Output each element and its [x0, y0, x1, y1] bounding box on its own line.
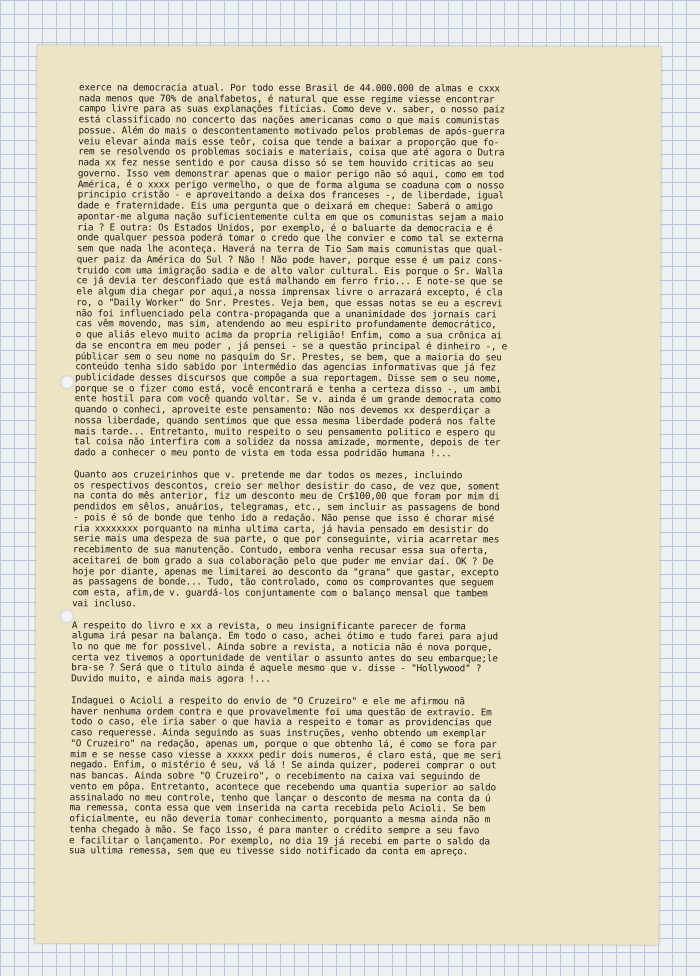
letter-line: dade e fraternidade. Eis uma pergunta que o deixará em cheque: Saberá o amigo — [77, 200, 493, 213]
letter-line: rem se resolvendo os problemas sociais e materiais, coisa que até agora o Dutra — [78, 146, 505, 159]
letter-line: ente hostil para com você quando voltar. Se v. ainda é um grande democrata como — [74, 393, 501, 406]
letter-line: está classificado no concerto das nações americanas como o que mais comunistas — [78, 114, 500, 127]
letter-line: Quanto aos cruzeirinhos que v. pretende me dar todos os mezes, incluindo — [73, 469, 463, 482]
letter-line: tal coisa não interfira com a solidez da nossa amizade, mormente, depois de ter — [74, 436, 501, 449]
letter-line: públicar sem o seu nome no pasquim do Sr. Prestes, se bem, que a maioria do seu — [75, 350, 502, 363]
letter-line: com esta, afim,de v. guardá-los conjuntamente com o balanço mensal que tambem — [72, 587, 488, 600]
letter-line: ria xxxxxxxx porquanto na minha ultima carta, já havia pensado em desistir do — [73, 522, 489, 535]
letter-line: ce já devia ter desconfiado que está malhando em ferro frio... E note-se que se — [76, 275, 503, 288]
letter-line: - pois é só de bonde que tenho ido a redação. Não pense que isso é chorar misé — [73, 512, 495, 525]
letter-line: sua ultima remessa, sem que eu tivesse sido notificado da conta em apreço. — [68, 845, 469, 858]
letter-line: certa vez tivemos a oportunidade de ventilar o assunto antes do seu embarque;le — [71, 652, 498, 665]
letter-line: da se encontra em meu poder , já pensei - se a questão principal é dinheiro -, e — [75, 340, 508, 353]
letter-line: América, é o xxxx perigo vermelho, o que de forma alguma se coaduna com o nosso — [77, 178, 504, 192]
letter-line: tenha chegado à mão. Se faço isso, é para manter o crédito sempre a seu favo — [69, 824, 480, 837]
letter-line: apontar-me alguma nação suficientemente culta em que os comunistas sejam a maio — [77, 211, 504, 224]
letter-line: principio cristão - e aproveitando a deixa dos franceses -, de liberdade, igual — [77, 189, 504, 202]
letter-line: hoje por diante, apenas me limitarei ao desconto da "grana" que gastar, excepto — [72, 565, 499, 578]
letter-line: nossa liberdade, quando sentimos que que essa mesma liberdade poderá nos falte — [74, 415, 496, 428]
letter-line: exerce na democracia atual. Por todo esse Brasil de 44.000.000 de almas e cxxx — [79, 82, 500, 95]
letter-line: nada xx fez nesse sentido e por causa disso só se tem houvido criticas ao seu — [78, 157, 494, 170]
letter-line: onde qualquer pessoa poderá tomar o credo que lhe convier e como tal se externa — [76, 232, 504, 245]
letter-line: dado a conhecer o meu ponto de vista em toda essa podridão humana !... — [74, 447, 452, 460]
letter-line: "O Cruzeiro" na redação, apenas um, porque o que obtenho lá, é como se fora par — [70, 738, 497, 751]
letter-line: cas vêm movendo, mas sim, atendendo ao meu espirito profundamente democrático, — [75, 318, 497, 331]
letter-line: pendidos em sêlos, anuários, telegramas, etc., sem incluir as passagens de bond — [73, 501, 500, 514]
letter-line: os respectivos descontos, creio ser melhor desistir do caso, de vez que, soment — [73, 479, 500, 493]
letter-line: conteúdo tenha sido sabido por intermédio das agencias informativas que já fez — [75, 361, 496, 374]
letter-line: publicidade desses discursos que compõe a sua reportagem. Disse sem o seu nome, — [75, 372, 502, 385]
letter-line: veiu elevar ainda mais esse teôr, coisa que tende a baixar a proporção que fo- — [78, 135, 500, 149]
letter-line: vento em pôpa. Entretanto, acontece que recebendo uma quantia superior ao saldo — [69, 781, 496, 794]
letter-line: alguma irá pesar na balança. Em todo o caso, achei ótimo e tudo farei para ajud — [71, 630, 498, 643]
letter-line: aceitarei de bom grado a sua colaboração pelo que puder me enviar daí. OK ? De — [72, 555, 494, 568]
letter-line: mim e se nesse caso viesse a xxxxx pedir dois numeros, é claro está, que me seri — [70, 748, 502, 762]
letter-line: Indaguei o Acioli a respeito do envio de "O Cruzeiro" e ele me afirmou nã — [70, 695, 465, 708]
letter-line: lo no que me for possivel. Ainda sobre a revista, a noticia não é nova porque, — [71, 641, 493, 654]
letter-line: o que aliás elevo muito acima da propria religião! Enfim, como a sua crônica ai — [75, 329, 502, 342]
letter-line: bra-se ? Será que o titulo ainda é aquele mesmo que v. disse - "Hollywood" ? — [71, 662, 482, 675]
letter-line: governo. Isso vem demonstrar apenas que o maior perigo não só aqui, como em tod — [77, 168, 505, 181]
letter-line: mais tarde... Entretanto, muito respeito o seu pensamento politico e espero qu — [74, 425, 496, 439]
letter-line: e facilitar o lançamento. Por exemplo, no dia 19 já recebi em parte o saldo da — [69, 834, 490, 847]
punch-hole-upper — [60, 375, 74, 389]
letter-text — [37, 82, 661, 858]
letter-line: sem que nada lhe aconteça. Haverá na terra de Tio Sam mais comunistas que qual- — [76, 243, 504, 256]
letter-line: serie mais uma despeza de sua parte, o que por conseguinte, viria acarretar mes — [72, 533, 500, 546]
letter-line: na conta do mês anterior, fiz um desconto meu de Cr$100,00 que foram por mim di — [73, 490, 500, 503]
letter-line: ma remessa, conta essa que vem inserida na carta recebida pelo Acioli. Se bem — [69, 802, 485, 815]
letter-line: possue. Além do mais o descontentamento motivado pelos problemas de após-guerra — [78, 125, 505, 138]
letter-line: não foi influenciado pela contra-propaganda que a unanimidade dos jornais cari — [75, 307, 497, 320]
letter-line: oficialmente, eu não deveria tomar conhecimento, porquanto a mesma ainda não m — [69, 813, 491, 826]
letter-line: vai incluso. — [72, 598, 137, 610]
letter-line: haver nenhuma ordem contra e que provavelmente foi uma questão de extravio. Em — [70, 705, 492, 719]
letter-line: recebimento de sua manutenção. Contudo, embora venha recusar essa sua oferta, — [72, 544, 489, 557]
letter-line: assinalado no meu controle, tenho que lançar o desconto de mesma na conta da ú — [69, 791, 491, 804]
letter-line: campo livre para as suas explanações fitícias. Como deve v. saber, o nosso paiz — [78, 103, 505, 116]
letter-line: A respeito do livro e xx a revista, o meu insignificante parecer de forma — [71, 619, 466, 632]
letter-line: nada menos que 70% de analfabetos, é natural que esse regime viesse encontrar — [78, 93, 495, 106]
letter-line: nas bancas. Ainda sobre "O Cruzeiro", o recebimento na caixa vai seguindo de — [69, 770, 480, 783]
letter-line: ro, o "Daily Worker" do Snr. Prestes. Veja bem, que essas notas se eu a escrevi — [76, 297, 503, 310]
letter-line: as passagens de bonde... Tudo, tão controlado, como os comprovantes que seguem — [72, 576, 494, 589]
letter-line: ria ? E outra: Os Estados Unidos, por exemplo, é o baluarte da democracia e é — [77, 221, 493, 234]
letter-line: quer paiz da América do Sul ? Não ! Não pode haver, porque esse é um paiz cons- — [76, 254, 503, 267]
letter-line: quando o conheci, aproveite este pensamento: Não nos devemos xx desperdiçar a — [74, 404, 490, 417]
letter-line: truido com uma imigração sadia e de alto valor cultural. Eis porque o Sr. Walla — [76, 264, 503, 277]
letter-line: porque se o fizer como está, você encontrará e tenha a certeza disso -, um ambi — [74, 383, 502, 396]
typewritten-letter-page — [35, 45, 661, 945]
letter-line: todo o caso, ele iria saber o que havia a respeito e tomar as providencias que — [70, 716, 492, 729]
letter-line: caso requeresse. Ainda seguindo as suas instruções, venho obtendo um exemplar — [70, 727, 486, 740]
letter-line: ele algum dia chegar por aqui,a nossa imprensax livre o arrazará excepto, é cla — [76, 286, 503, 299]
letter-line: negado. Enfim, o mistério é seu, vá lá ! Se ainda quizer, poderei comprar o out — [70, 759, 497, 772]
letter-line: Duvido muito, e ainda mais agora !... — [71, 673, 271, 686]
